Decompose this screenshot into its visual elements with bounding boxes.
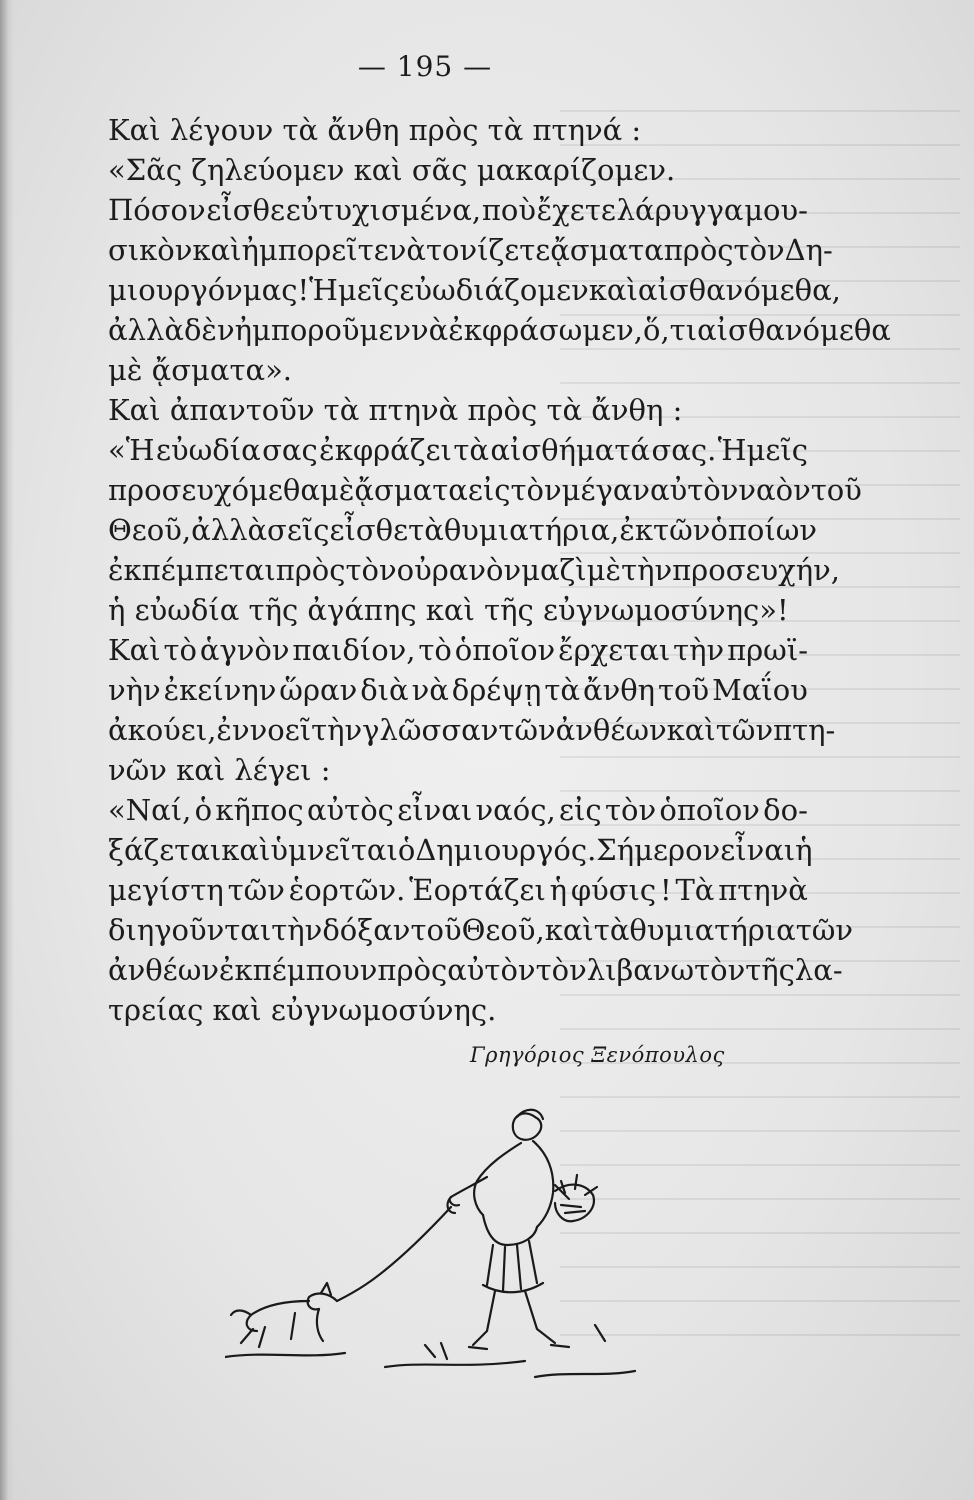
text-line: ἡ εὐωδία τῆς ἀγάπης καὶ τῆς εὐγνωμοσύνης»! (108, 593, 789, 627)
text-line: σικὸν καὶ ἠμπορεῖτε νὰ τονίζετε ᾄσματα πρὸς τὸν Δη- (108, 233, 833, 267)
text-line: νὴν ἐκείνην ὥραν διὰ νὰ δρέψῃ τὰ ἄνθη τοῦ Μαΐου (108, 673, 808, 707)
text-line: μεγίστη τῶν ἑορτῶν. Ἑορτάζει ἡ φύσις ! Τὰ πτηνὰ (108, 873, 808, 907)
boy-with-flowers-and-dog-icon (225, 1095, 645, 1385)
text-line: νῶν καὶ λέγει : (108, 753, 331, 787)
text-line: ἀνθέων ἐκπέμπουν πρὸς αὐτὸν τὸν λιβανωτὸν τῆς λα- (108, 953, 843, 987)
text-line: μιουργόν μας ! Ἡμεῖς εὐωδιάζομεν καὶ αἰσθανόμεθα, (108, 273, 841, 307)
text-line: ἀκούει, ἐννοεῖ τὴν γλῶσσαν τῶν ἀνθέων καὶ τῶν πτη- (108, 713, 836, 747)
text-line: ἀλλὰ δὲν ἠμποροῦμεν νὰ ἐκφράσωμεν, ὅ,τι αἰσθανόμεθα (108, 313, 891, 347)
text-line: Πόσον εἶσθε εὐτυχισμένα, ποὺ ἔχετε λάρυγγα μου- (108, 193, 808, 227)
text-line: Καὶ λέγουν τὰ ἄνθη πρὸς τὰ πτηνά : (108, 113, 642, 147)
text-line: «Σᾶς ζηλεύομεν καὶ σᾶς μακαρίζομεν. (108, 153, 676, 187)
text-line: μὲ ᾄσματα». (108, 353, 293, 387)
text-line: «Ἡ εὐωδία σας ἐκφράζει τὰ αἰσθήματά σας. Ἡμεῖς (108, 433, 808, 467)
text-line: τρείας καὶ εὐγνωμοσύνης. (108, 993, 497, 1027)
text-line: Καὶ ἀπαντοῦν τὰ πτηνὰ πρὸς τὰ ἄνθη : (108, 393, 683, 427)
text-line: διηγοῦνται τὴν δόξαν τοῦ Θεοῦ, καὶ τὰ θυμιατήρια τῶν (108, 913, 854, 947)
text-line: προσευχόμεθα μὲ ᾄσματα εἰς τὸν μέγαν αὐτὸν ναὸν τοῦ (108, 473, 862, 507)
text-line: «Ναί, ὁ κῆπος αὐτὸς εἶναι ναός, εἰς τὸν ὁποῖον δο- (108, 793, 808, 827)
body-text (108, 110, 891, 1030)
text-line: ἐκπέμπεται πρὸς τὸν οὐρανὸν μαζὶ μὲ τὴν προσευχήν, (108, 553, 840, 587)
author-signature: Γρηγόριος Ξενόπουλος (470, 1043, 725, 1067)
page-number: — 195 — (357, 50, 493, 83)
text-line: Καὶ τὸ ἁγνὸν παιδίον, τὸ ὁποῖον ἔρχεται τὴν πρωϊ- (108, 633, 808, 667)
text-line: ξάζεται καὶ ὑμνεῖται ὁ Δημιουργός. Σήμερον εἶναι ἡ (108, 833, 813, 867)
text-line: Θεοῦ, ἀλλὰ σεῖς εἶσθε τὰ θυμιατήρια, ἐκ τῶν ὁποίων (108, 513, 817, 547)
page-edge-shadow (0, 0, 14, 1500)
